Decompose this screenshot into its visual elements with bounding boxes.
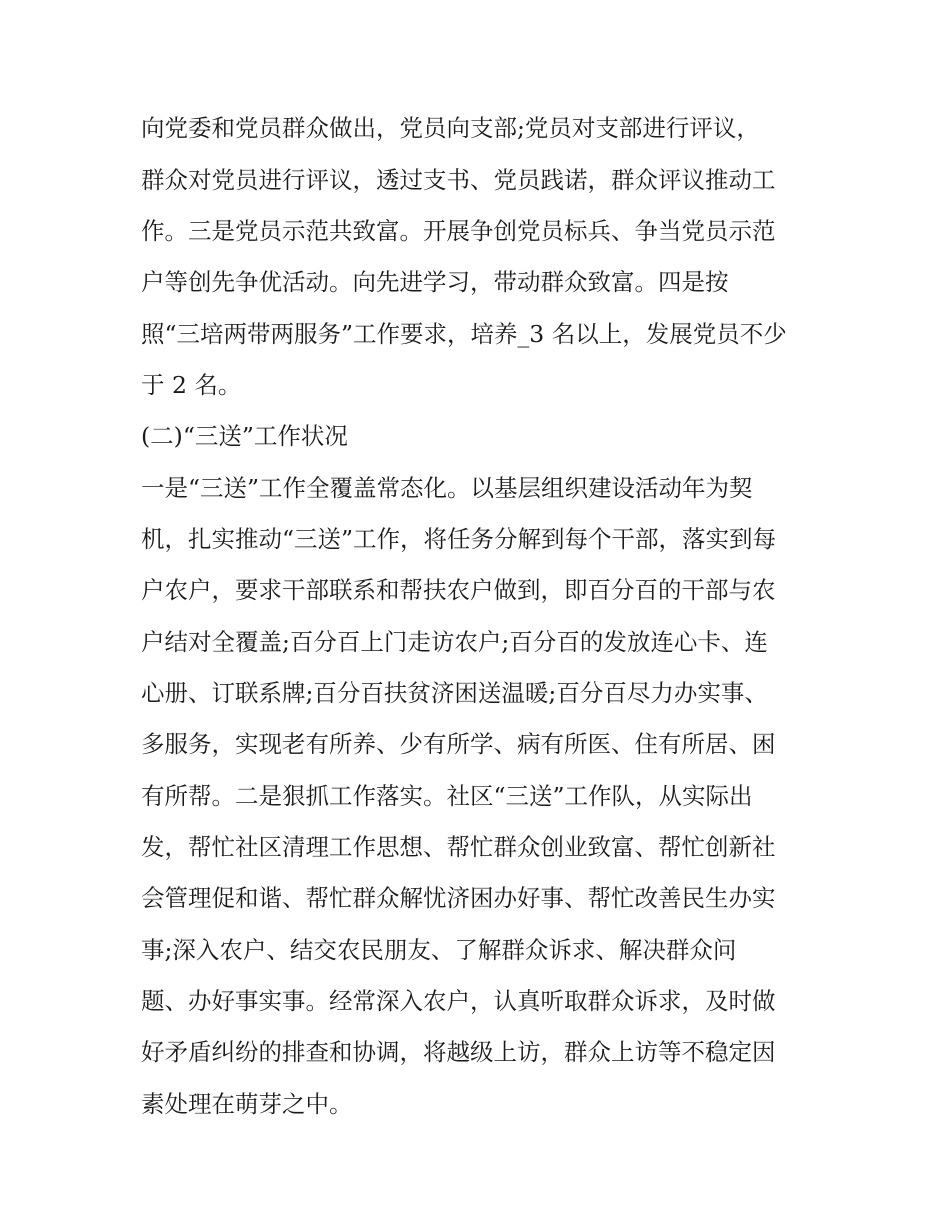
text-line: 事;深入农户、结交农民朋友、了解群众诉求、解决群众问	[141, 936, 737, 964]
text-line: 多服务，实现老有所养、少有所学、病有所医、住有所居、困	[141, 730, 776, 758]
text-line: 机，扎实推动“三送”工作，将任务分解到每个干部，落实到每	[141, 525, 777, 553]
text-line: 心册、订联系牌;百分百扶贫济困送温暖;百分百尽力办实事、	[141, 679, 768, 707]
text-line: 照“三培两带两服务”工作要求，培养_3 名以上，发展党员不少	[141, 320, 787, 348]
text-line: 户农户，要求干部联系和帮扶农户做到，即百分百的干部与农	[141, 576, 776, 604]
section-heading: (二)“三送”工作状况	[141, 422, 348, 450]
text-line: 素处理在萌芽之中。	[141, 1090, 353, 1118]
text-line: 会管理促和谐、帮忙群众解忧济困办好事、帮忙改善民生办实	[141, 884, 776, 912]
text-line: 好矛盾纠纷的排查和协调，将越级上访，群众上访等不稳定因	[141, 1038, 776, 1066]
text-line: 于 2 名。	[141, 371, 242, 399]
text-line: 户等创先争优活动。向先进学习，带动群众致富。四是按	[141, 268, 729, 296]
text-line: 题、办好事实事。经常深入农户，认真听取群众诉求，及时做	[141, 987, 776, 1015]
text-line: 发，帮忙社区清理工作思想、帮忙群众创业致富、帮忙创新社	[141, 833, 776, 861]
text-line: 户结对全覆盖;百分百上门走访农户;百分百的发放连心卡、连	[141, 628, 768, 656]
text-line: 一是“三送”工作全覆盖常态化。以基层组织建设活动年为契	[141, 474, 753, 502]
text-line: 群众对党员进行评议，透过支书、党员践诺，群众评议推动工	[141, 166, 776, 194]
text-line: 作。三是党员示范共致富。开展争创党员标兵、争当党员示范	[141, 217, 776, 245]
text-line: 向党委和党员群众做出，党员向支部;党员对支部进行评议，	[141, 114, 760, 142]
text-line: 有所帮。二是狠抓工作落实。社区“三送”工作队，从实际出	[141, 782, 753, 810]
